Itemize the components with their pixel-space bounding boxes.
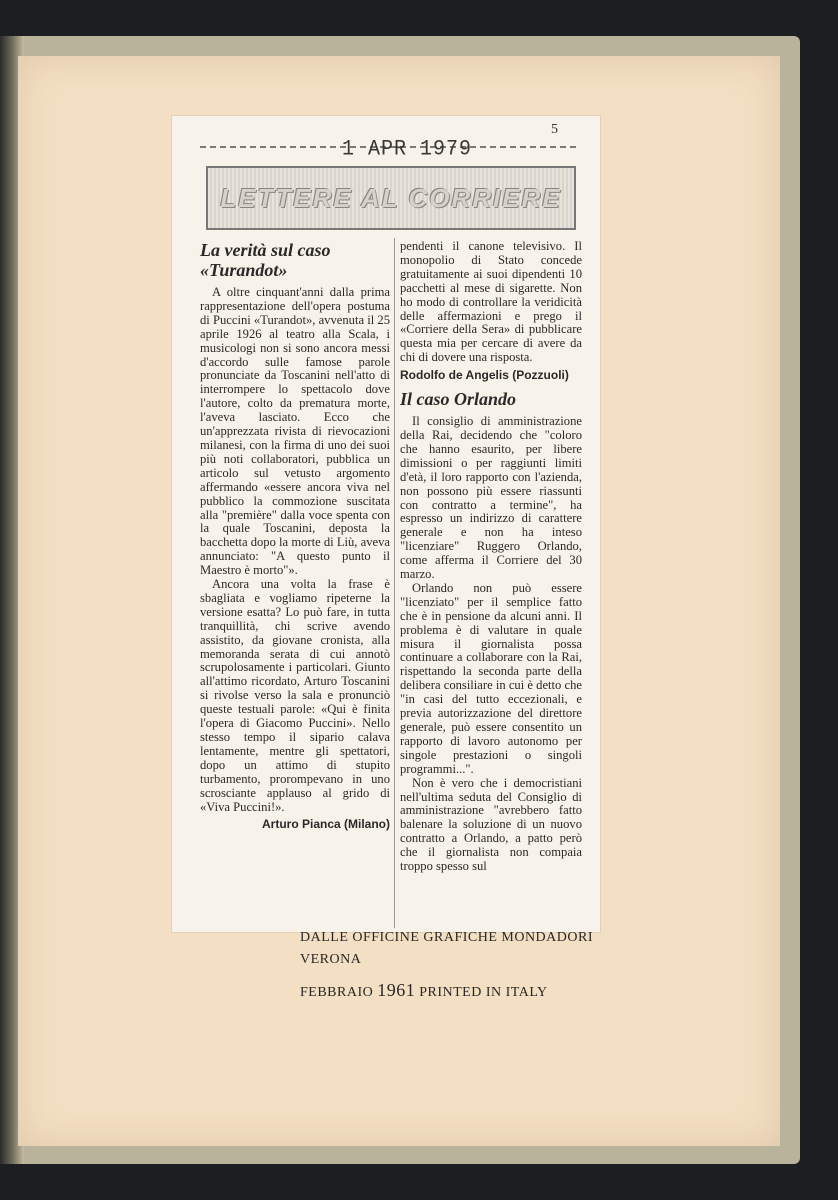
letter1-paragraph-2: Ancora una volta la frase è sbagliata e vogliamo ripeterne la versione esatta? Lo può fare, in tutta tranquillità, chi scrive avendo assistito, da giovane cronista, alla memoranda serata di cui annotò scrupolosamente i particolari. Giunto all'attimo ricordato, Arturo Toscanini si rivolse verso la sala e pronunciò queste testuali parole: «Qui è finita l'opera di Giacomo Puccini». Nello stesso tempo il sipario calava lentamente, mentre gli spettatori, dopo un attimo di stupito turbamento, prorompevano in uno scrosciante applauso al grido di «Viva Puccini!». xyxy=(200,577,390,814)
colophon-year: 1961 xyxy=(377,980,416,1000)
colophon-city: VERONA xyxy=(300,952,362,967)
colophon-date xyxy=(300,980,548,1001)
colophon-printed-in: PRINTED IN ITALY xyxy=(415,985,548,1000)
letter1-paragraph-1: A oltre cinquant'anni dalla prima rappresentazione dell'opera postuma di Puccini «Turandot», avvenuta il 25 aprile 1926 al teatro alla Scala, i musicologi non si sono ancora messi d'accordo sulle famose parole pronunciate da Toscanini nell'atto di interrompere lo spettacolo dove l'autore, colto da prematura morte, l'aveva lasciato. Ecco che un'apprezzata rivista di rievocazioni milanesi, con la firma di uno dei suoi più noti collaboratori, pubblica un articolo sul vetusto argomento affermando «essere ancora viva nel pubblico la commozione suscitata alla "première" dalla voce spenta con la quale Toscanini, deposta la bacchetta dopo la morte di Liù, aveva annunciato: "A questo punto il Maestro è morto"». xyxy=(200,285,390,578)
column-left xyxy=(200,240,390,832)
letter3-paragraph-1: Il consiglio di amministrazione della Rai, decidendo che "coloro che hanno esaurito, per libere dimissioni o per raggiunti limiti d'età, il loro rapporto con l'azienda, non possono più essere riassunti con contratto a termine", ha espresso un indirizzo di carattere generale e non ha inteso "licenziare" Ruggero Orlando, come afferma il Corriere del 30 marzo. xyxy=(400,414,582,582)
column-divider xyxy=(394,238,395,928)
letter2-signature: Rodolfo de Angelis (Pozzuoli) xyxy=(400,368,569,383)
colophon-printer: DALLE OFFICINE GRAFICHE MONDADORI xyxy=(300,930,593,945)
masthead-title: LETTERE AL CORRIERE xyxy=(220,182,562,213)
letter1-headline: La verità sul caso «Turandot» xyxy=(200,240,331,280)
masthead xyxy=(206,166,576,230)
clipping-page-number: 5 xyxy=(551,122,558,137)
letter3-paragraph-2: Orlando non può essere "licenziato" per il semplice fatto che è in pensione da alcuni anni. Il problema è di valutare in quale misura il giornalista possa continuare a collaborare con la Rai, rispettando la seconda parte della delibera consiliare in cui è detto che "in casi del tutto eccezionali, e previa autorizzazione del direttore generale, può essere consentito un rapporto di lavoro autonomo per singole prestazioni o singoli programmi...". xyxy=(400,580,582,776)
colophon-month: FEBBRAIO xyxy=(300,985,378,1000)
letter3-headline: Il caso Orlando xyxy=(400,389,517,410)
date-stamp: 1 APR 1979 xyxy=(342,136,473,163)
letter3-paragraph-3: Non è vero che i democristiani nell'ultima seduta del Consiglio di amministrazione "avrebbero fatto balenare la soluzione di un nuovo contratto a Orlando, a patto però che il giornalista non compaia troppo spesso sul xyxy=(400,775,582,874)
newspaper-clipping xyxy=(172,116,600,932)
letter1-signature: Arturo Pianca (Milano) xyxy=(261,817,390,832)
letter2-paragraph: pendenti il canone televisivo. Il monopolio di Stato concede gratuitamente ai suoi dipendenti 10 pacchetti al mese di sigarette. Non ho modo di controllare la veridicità delle affermazioni e prego il «Corriere della Sera» di pubblicare questa mia per cercare di avere da chi di dovere una risposta. xyxy=(400,239,582,365)
column-right xyxy=(400,240,582,874)
